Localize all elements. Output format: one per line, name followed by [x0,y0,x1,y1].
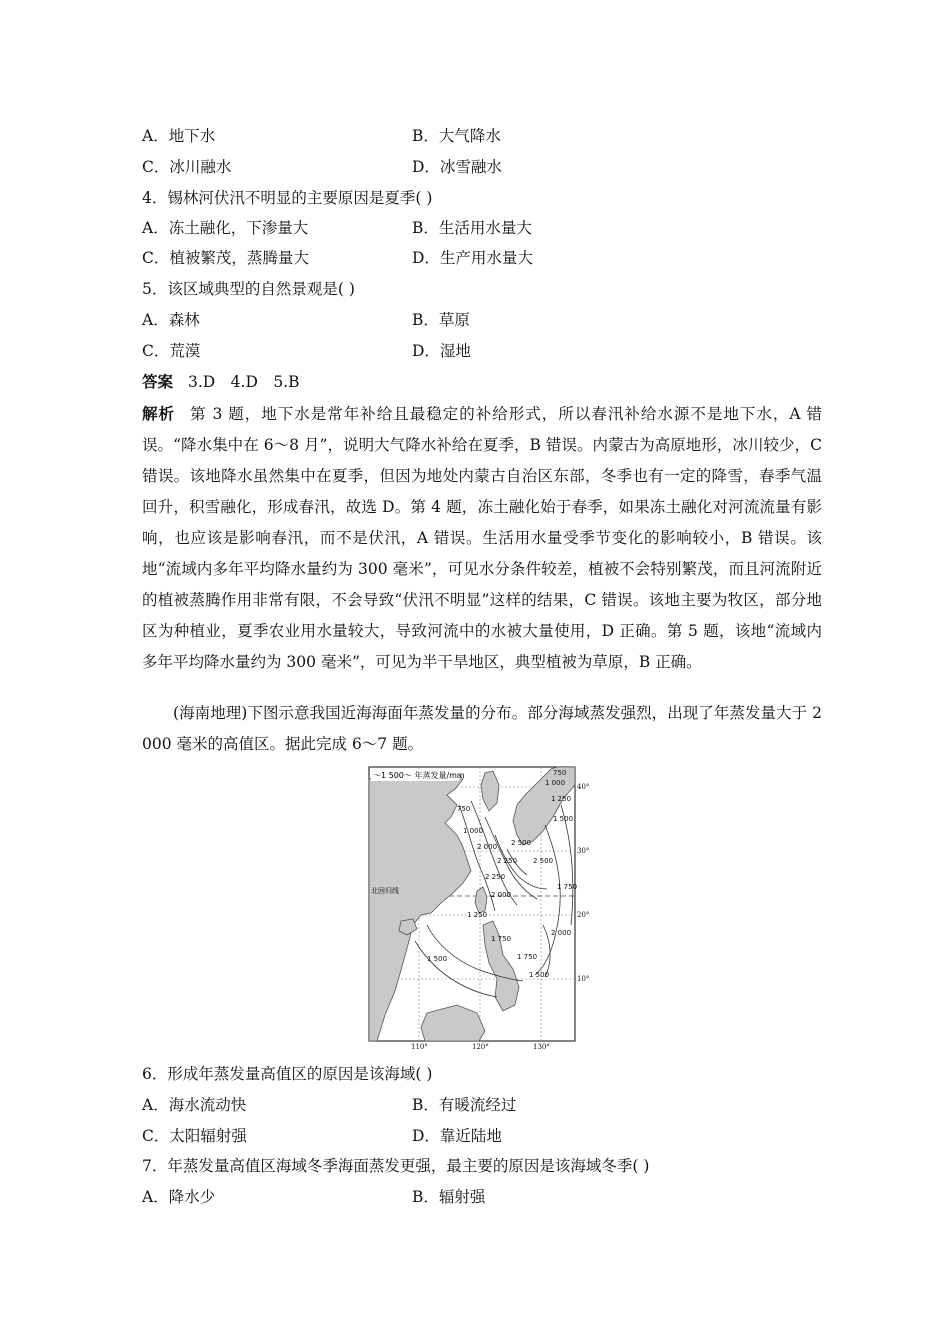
analysis-label: 解析 [142,404,176,423]
contour-label: 1 250 [551,795,572,803]
q4-option-a: A．冻土融化，下渗量大 [142,219,309,237]
lat-label: 40° [577,783,590,791]
contour-label: 1 750 [517,953,538,961]
answer-line [142,372,300,392]
contour-label: 2 250 [485,873,506,881]
q7-stem: 7．年蒸发量高值区海域冬季海面蒸发更强，最主要的原因是该海域冬季( ) [142,1157,650,1175]
contour-label: 1 500 [427,955,448,963]
legend-text: ～1 500～ 年蒸发量/mm [373,771,465,780]
lon-label-group [411,1043,550,1049]
analysis-paragraph [142,398,822,678]
contour-label: 1 250 [467,911,488,919]
contour-label: 2 000 [491,891,512,899]
analysis-text: 第 3 题，地下水是常年补给且最稳定的补给形式，所以春汛补给水源不是地下水，A 错误。“降水集中在 6～8 月”，说明大气降水补给在夏季，B 错误。内蒙古为高原地形，冰川较少，C 错误。该地降水虽然集中在夏季，但因为地处内蒙古自治区东部，冬季也有一定的降雪，春季气温回升，积雪融化，形成春汛，故选 D。第 4 题，冻土融化始于春季，如果冻土融化对河流流量有影响，也应该是影响春汛，而不是伏汛，A 错误。生活用水量受季节变化的影响较小，B 错误。该地“流域内多年平均降水量约为 300 毫米”，可见水分条件较差，植被不会特别繁茂，而且河流附近的植被蒸腾作用非常有限，不会导致“伏汛不明显”这样的结果，C 错误。该地主要为牧区，部分地区为种植业，夏季农业用水量较大，导致河流中的水被大量使用，D 正确。第 5 题，该地“流域内多年平均降水量约为 300 毫米”，可见为半干旱地区，典型植被为草原，B 正确。 [142,405,822,671]
contour-label: 2 000 [477,843,498,851]
answer-label: 答案 [142,372,174,391]
q5-option-a: A．森林 [142,311,200,329]
lon-label: 110° [411,1043,428,1049]
q4-option-d: D．生产用水量大 [412,249,533,267]
q4-option-b: B．生活用水量大 [412,219,532,237]
q5-option-c: C．荒漠 [142,342,201,360]
lon-label: 130° [533,1043,550,1049]
contour-label: 2 500 [511,839,532,847]
contour-label: 1 000 [545,779,566,787]
q6-option-c: C．太阳辐射强 [142,1127,247,1145]
q5-stem: 5．该区域典型的自然景观是( ) [142,280,355,298]
lat-label: 20° [577,911,590,919]
evaporation-map [367,765,591,1049]
q5-option-d: D．湿地 [412,342,471,360]
q7-option-b: B．辐射强 [412,1188,486,1206]
q6-option-b: B．有暖流经过 [412,1096,517,1114]
contour-label: 2 250 [497,857,518,865]
contour-label: 1 500 [553,815,574,823]
contour-label: 1 000 [463,827,484,835]
map-legend [371,769,465,781]
contour-label: 1 750 [491,935,512,943]
q3-option-c: C．冰川融水 [142,158,232,176]
contour-label: 2 000 [551,929,572,937]
contour-label: 1 500 [529,971,550,979]
q7-option-a: A．降水少 [142,1188,216,1206]
q3-option-b: B．大气降水 [412,127,501,145]
q3-option-a: A．地下水 [142,127,216,145]
lat-label-group [577,783,589,983]
q5-option-b: B．草原 [412,311,470,329]
tropic-label: 北回归线 [371,887,399,895]
contour-label: 2 500 [533,857,554,865]
q4-option-c: C．植被繁茂，蒸腾量大 [142,249,309,267]
contour-label: 750 [457,805,471,813]
answer-text: 3.D 4.D 5.B [187,373,300,391]
contour-label: 1 750 [557,883,578,891]
contour-label: 750 [553,769,567,777]
q4-stem: 4．锡林河伏汛不明显的主要原因是夏季( ) [142,189,433,207]
q6-option-d: D．靠近陆地 [412,1127,502,1145]
q6-stem: 6．形成年蒸发量高值区的原因是该海域( ) [142,1065,433,1083]
intro-paragraph: (海南地理)下图示意我国近海海面年蒸发量的分布。部分海域蒸发强烈，出现了年蒸发量大于 2 000 毫米的高值区。据此完成 6～7 题。 [142,704,822,753]
q3-option-d: D．冰雪融水 [412,158,502,176]
lat-label: 10° [577,975,590,983]
q6-option-a: A．海水流动快 [142,1096,247,1114]
lon-label: 120° [472,1043,489,1049]
lat-label: 30° [577,847,590,855]
